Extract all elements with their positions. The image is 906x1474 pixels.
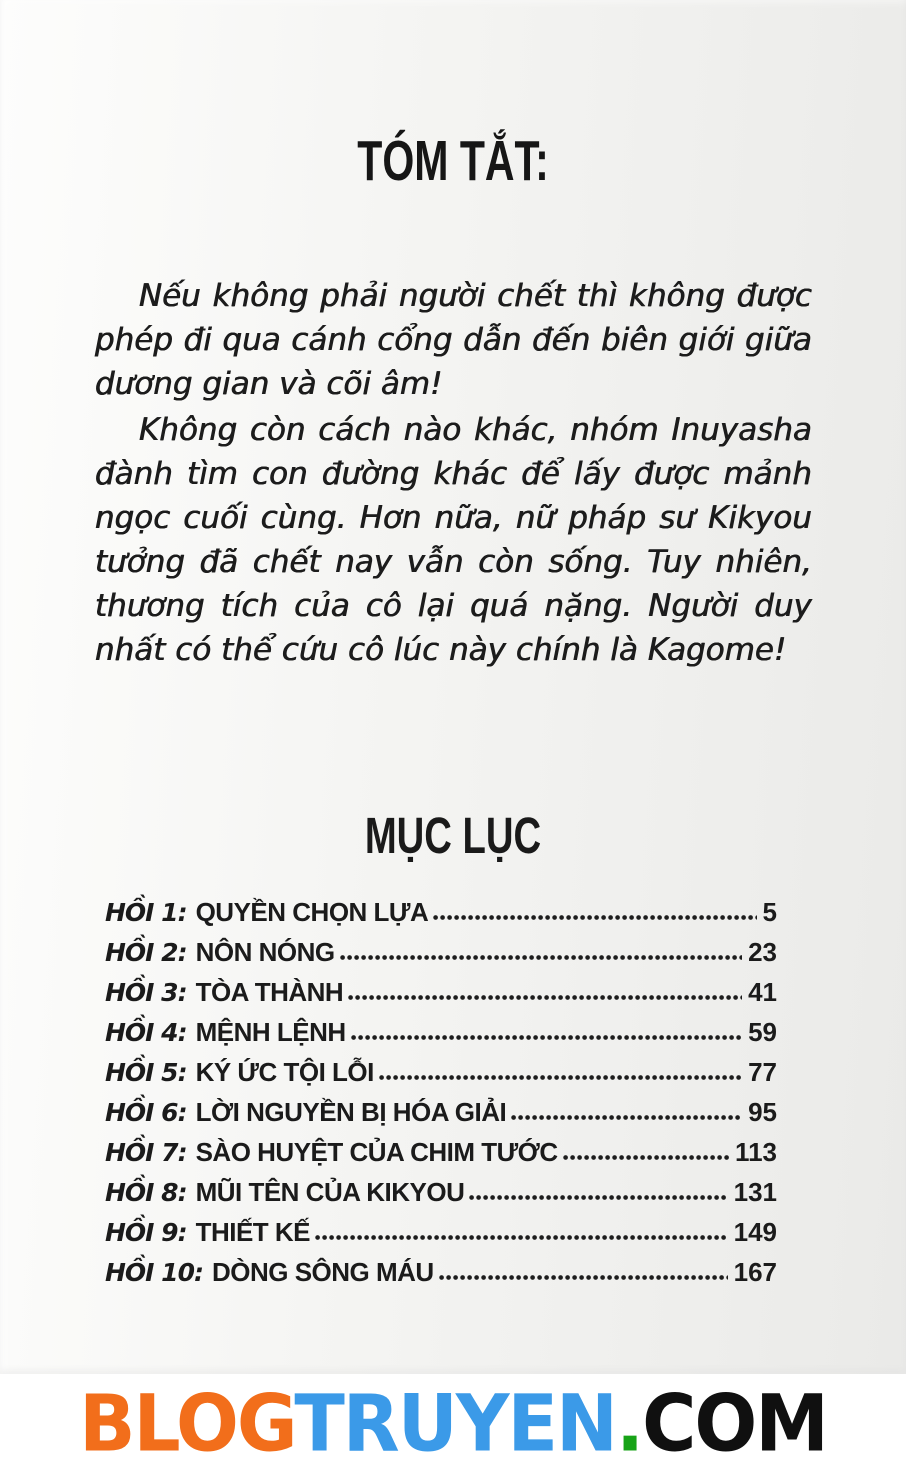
toc-chapter-label: HỒI 10: [105, 1258, 203, 1287]
toc-chapter-label: HỒI 5: [105, 1058, 187, 1087]
toc-page-number: 23 [748, 937, 777, 967]
logo-part-com: COM [642, 1378, 827, 1470]
toc-chapter-label: HỒI 7: [105, 1138, 187, 1167]
toc-chapter-title: QUYỀN CHỌN LỰA [195, 897, 429, 927]
toc-page-number: 167 [733, 1257, 777, 1287]
toc-chapter-title: THIẾT KẾ [195, 1217, 311, 1247]
dotted-leader [340, 955, 743, 960]
toc-chapter-label: HỒI 6: [105, 1098, 187, 1127]
dotted-leader [563, 1155, 729, 1160]
toc-row [105, 1168, 777, 1208]
summary-heading: TÓM TẮT: [357, 129, 549, 193]
dotted-leader [348, 995, 742, 1000]
toc-row [105, 1208, 777, 1248]
toc-row [105, 968, 777, 1008]
toc-row [105, 1008, 777, 1048]
dotted-leader [315, 1235, 728, 1240]
toc-chapter-label: HỒI 9: [105, 1218, 187, 1247]
toc-chapter-title: SÀO HUYỆT CỦA CHIM TƯỚC [195, 1137, 558, 1167]
toc-page-number: 131 [733, 1177, 777, 1207]
logo-part-truyen: TRUYEN [294, 1378, 616, 1470]
toc-chapter-title: MỆNH LỆNH [195, 1017, 346, 1047]
toc-page-number: 77 [748, 1057, 777, 1087]
summary-paragraph-1: Nếu không phải người chết thì không được phép đi qua cánh cổng dẫn đến biên giới giữa dương gian và cõi âm! [95, 278, 812, 402]
logo-part-blog: BLOG [79, 1378, 295, 1470]
toc-chapter-label: HỒI 2: [105, 938, 187, 967]
toc-row [105, 928, 777, 968]
toc-row [105, 1128, 777, 1168]
toc-chapter-label: HỒI 4: [105, 1018, 187, 1047]
toc-row [105, 1088, 777, 1128]
toc-chapter-title: TÒA THÀNH [195, 977, 344, 1007]
toc-chapter-label: HỒI 3: [105, 978, 187, 1007]
logo-part-dot: . [615, 1378, 643, 1470]
toc-heading: MỤC LỤC [364, 807, 542, 864]
toc-chapter-title: DÒNG SÔNG MÁU [211, 1257, 434, 1287]
toc-page-number: 5 [762, 897, 777, 927]
toc-chapter-title: MŨI TÊN CỦA KIKYOU [195, 1177, 465, 1207]
toc-page-number: 59 [748, 1017, 777, 1047]
dotted-leader [433, 915, 756, 920]
dotted-leader [511, 1115, 742, 1120]
toc-page-number: 149 [733, 1217, 777, 1247]
toc-page-number: 95 [748, 1097, 777, 1127]
dotted-leader [379, 1075, 742, 1080]
blogtruyen-logo [79, 1371, 827, 1474]
dotted-leader [439, 1275, 728, 1280]
toc-page-number: 41 [748, 977, 777, 1007]
summary-paragraph-2: Không còn cách nào khác, nhóm Inuyasha đành tìm con đường khác để lấy được mảnh ngọc cuối cùng. Hơn nữa, nữ pháp sư Kikyou tưởng đã chết nay vẫn còn sống. Tuy nhiên, thương tích của cô lại quá nặng. Người duy nhất có thể cứu cô lúc này chính là Kagome! [95, 412, 812, 668]
toc-row [105, 1248, 777, 1288]
dotted-leader [351, 1035, 742, 1040]
toc-chapter-title: KÝ ỨC TỘI LỖI [195, 1057, 374, 1087]
toc-row [105, 1048, 777, 1088]
dotted-leader [469, 1195, 727, 1200]
toc-chapter-label: HỒI 8: [105, 1178, 187, 1207]
toc-list [105, 888, 777, 1288]
toc-chapter-title: LỜI NGUYỀN BỊ HÓA GIẢI [195, 1097, 507, 1127]
toc-row [105, 888, 777, 928]
toc-chapter-title: NÔN NÓNG [195, 937, 335, 967]
toc-page-number: 113 [735, 1137, 777, 1167]
watermark-footer [0, 1374, 906, 1474]
toc-chapter-label: HỒI 1: [105, 898, 187, 927]
